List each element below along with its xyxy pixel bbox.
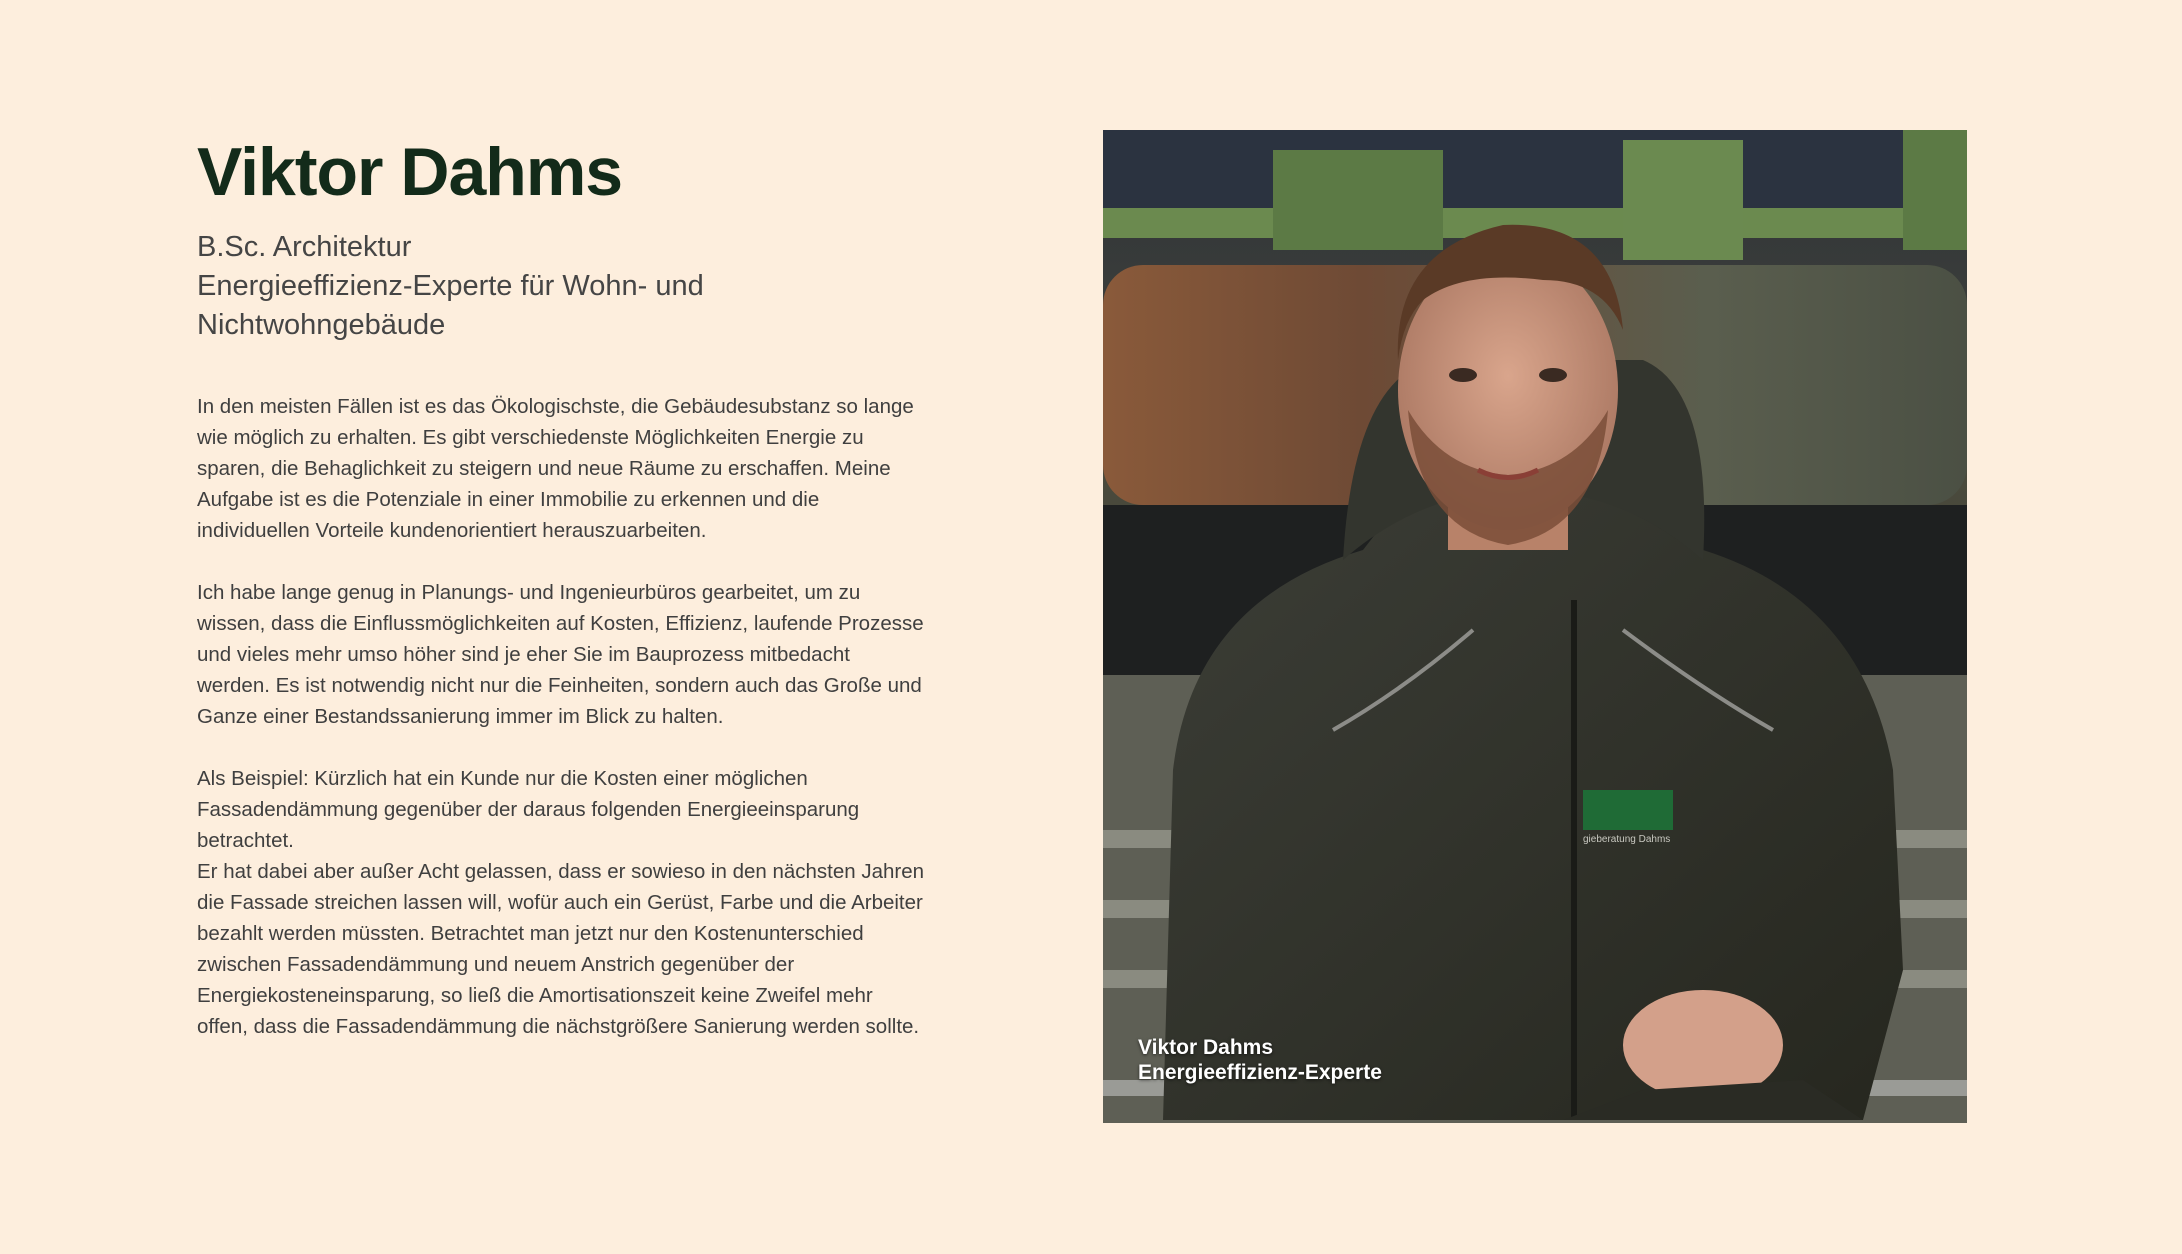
portrait-photo [1103,130,1967,1123]
paragraph-3: Als Beispiel: Kürzlich hat ein Kunde nur die Kosten einer möglichen Fassadendämmung gegenüber der daraus folgenden Energieeinsparung betrachtet. [197,767,860,852]
caption-role: Energieeffizienz-Experte [1138,1061,1382,1084]
profile-degree: B.Sc. Architektur [197,231,412,263]
profile-role-line2: Nichtwohngebäude [197,309,446,341]
photo-caption [1138,1035,1382,1085]
profile-role-line1: Energieeffizienz-Experte für Wohn- und [197,270,704,302]
jacket-badge-text: gieberatung Dahms [1583,834,1671,845]
profile-text-column [197,128,927,1042]
caption-name: Viktor Dahms [1138,1036,1273,1059]
profile-description [197,391,927,1042]
portrait-illustration [1103,130,1967,1123]
paragraph-1: In den meisten Fällen ist es das Ökologischste, die Gebäudesubstanz so lange wie möglich zu erhalten. Es gibt verschiedenste Möglichkeiten Energie zu sparen, die Behaglichkeit zu steigern und neue Räume zu erschaffen. Meine Aufgabe ist es die Potenziale in einer Immobilie zu erkennen und die individuellen Vorteile kundenorientiert herauszuarbeiten. [197,395,914,542]
profile-subtitle [197,228,927,345]
profile-name: Viktor Dahms [197,134,623,210]
paragraph-4: Er hat dabei aber außer Acht gelassen, dass er sowieso in den nächsten Jahren die Fassade streichen lassen will, wofür auch ein Gerüst, Farbe und die Arbeiter bezahlt werden müssten. Betrachtet man jetzt nur den Kostenunterschied zwischen Fassadendämmung und neuem Anstrich gegenüber der Energiekosteneinsparung, so ließ die Amortisationszeit keine Zweifel mehr offen, dass die Fassadendämmung die nächstgrößere Sanierung werden sollte. [197,860,925,1038]
paragraph-2: Ich habe lange genug in Planungs- und Ingenieurbüros gearbeitet, um zu wissen, dass die Einflussmöglichkeiten auf Kosten, Effizienz, laufende Prozesse und vieles mehr umso höher sind je eher Sie im Bauprozess mitbedacht werden. Es ist notwendig nicht nur die Feinheiten, sondern auch das Große und Ganze einer Bestandssanierung immer im Blick zu halten. [197,581,924,728]
